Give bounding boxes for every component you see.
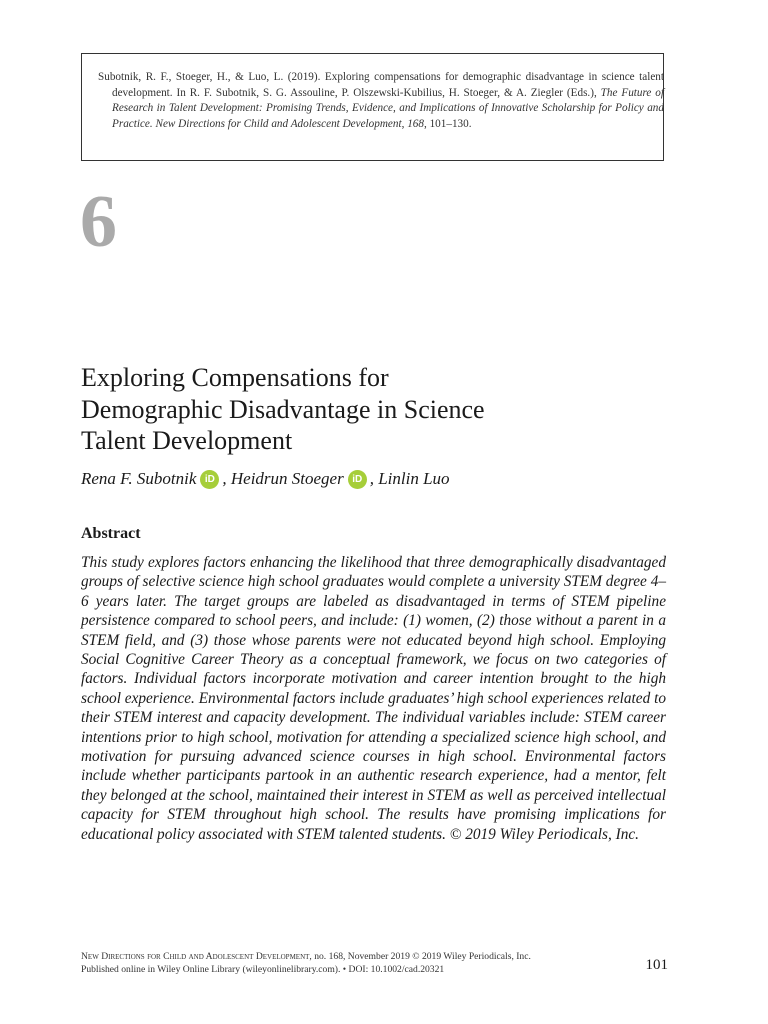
citation-pages: , 101–130. xyxy=(423,117,472,130)
footer-published: Published online in Wiley Online Library (wileyonlinelibrary.com). • DOI: 10.1002/cad.20321 xyxy=(81,964,445,976)
author-name[interactable]: , Linlin Luo xyxy=(369,469,450,488)
abstract-heading: Abstract xyxy=(81,525,141,542)
orcid-icon[interactable]: iD xyxy=(348,470,367,489)
citation-main: Subotnik, R. F., Stoeger, H., & Luo, L. (2019). Exploring compensations for demographic disadvantage in science talent development. In R. F. Subotnik, S. G. Assouline, P. Olszewski-Kubilius, H. Stoeger, & A. Ziegler (Eds.), xyxy=(98,71,664,99)
page-number: 101 xyxy=(645,957,668,973)
title-line: Talent Development xyxy=(81,426,293,455)
author-list xyxy=(81,467,641,491)
citation-box xyxy=(81,53,664,161)
footer-line-1 xyxy=(81,950,641,963)
author-name[interactable]: , Heidrun Stoeger xyxy=(222,469,344,488)
footer-journal: New Directions for Child and Adolescent Development xyxy=(81,951,310,962)
citation-book-title: The Future of Research in Talent Development: Promising Trends, Evidence, and Implications of Innovative Scholarship for Policy and Practice. xyxy=(112,86,664,130)
article-title xyxy=(81,362,641,457)
abstract-text: This study explores factors enhancing the likelihood that three demographically disadvantaged groups of selective science high school graduates would complete a university STEM degree 4–6 years later. The target groups are labeled as disadvantaged in terms of STEM pipeline persistence compared to school peers, and include: (1) women, (2) those without a parent in a STEM field, and (3) those whose parents were not educated beyond high school. Employing Social Cognitive Career Theory as a conceptual framework, we focus on two categories of factors. Individual factors incorporate motivation and career intention brought to the high school experience. Environmental factors include graduates’ high school experiences related to their STEM interest and capacity development. The individual variables include: STEM career intentions prior to high school, motivation for attending a specialized science high school, and motivation for pursuing advanced science courses in high school. Environmental factors include whether participants partook in an authentic research experience, had a mentor, felt they belonged at the school, maintained their interest in STEM as well as perceived intellectual capacity for STEM throughout high school. The results have promising implications for educational policy associated with STEM talented students. © 2019 Wiley Periodicals, Inc. xyxy=(81,554,666,843)
title-line: Exploring Compensations for xyxy=(81,363,389,392)
orcid-icon[interactable]: iD xyxy=(200,470,219,489)
citation-volume: 168 xyxy=(407,117,424,130)
chapter-number: 6 xyxy=(80,181,117,263)
footer-issue: , no. 168, November 2019 © 2019 Wiley Periodicals, Inc. xyxy=(309,951,531,962)
citation-journal: New Directions for Child and Adolescent Development xyxy=(155,117,402,130)
author-name[interactable]: Rena F. Subotnik xyxy=(81,469,197,488)
title-line: Demographic Disadvantage in Science xyxy=(81,394,485,424)
citation-text: Subotnik, R. F., Stoeger, H., & Luo, L. (2019). Exploring compensations for demographic disadvantage in science talent development. In R. F. Subotnik, S. G. Assouline, P. Olszewski-Kubilius, H. Stoeger, & A. Ziegler (Eds.), The Future of Research in Talent Development: Promising Trends, Evidence, and Implications of Innovative Scholarship for Policy and Practice. New Directions for Child and Adolescent Development, 168, 101–130. xyxy=(98,71,664,130)
page-footer xyxy=(81,950,641,977)
